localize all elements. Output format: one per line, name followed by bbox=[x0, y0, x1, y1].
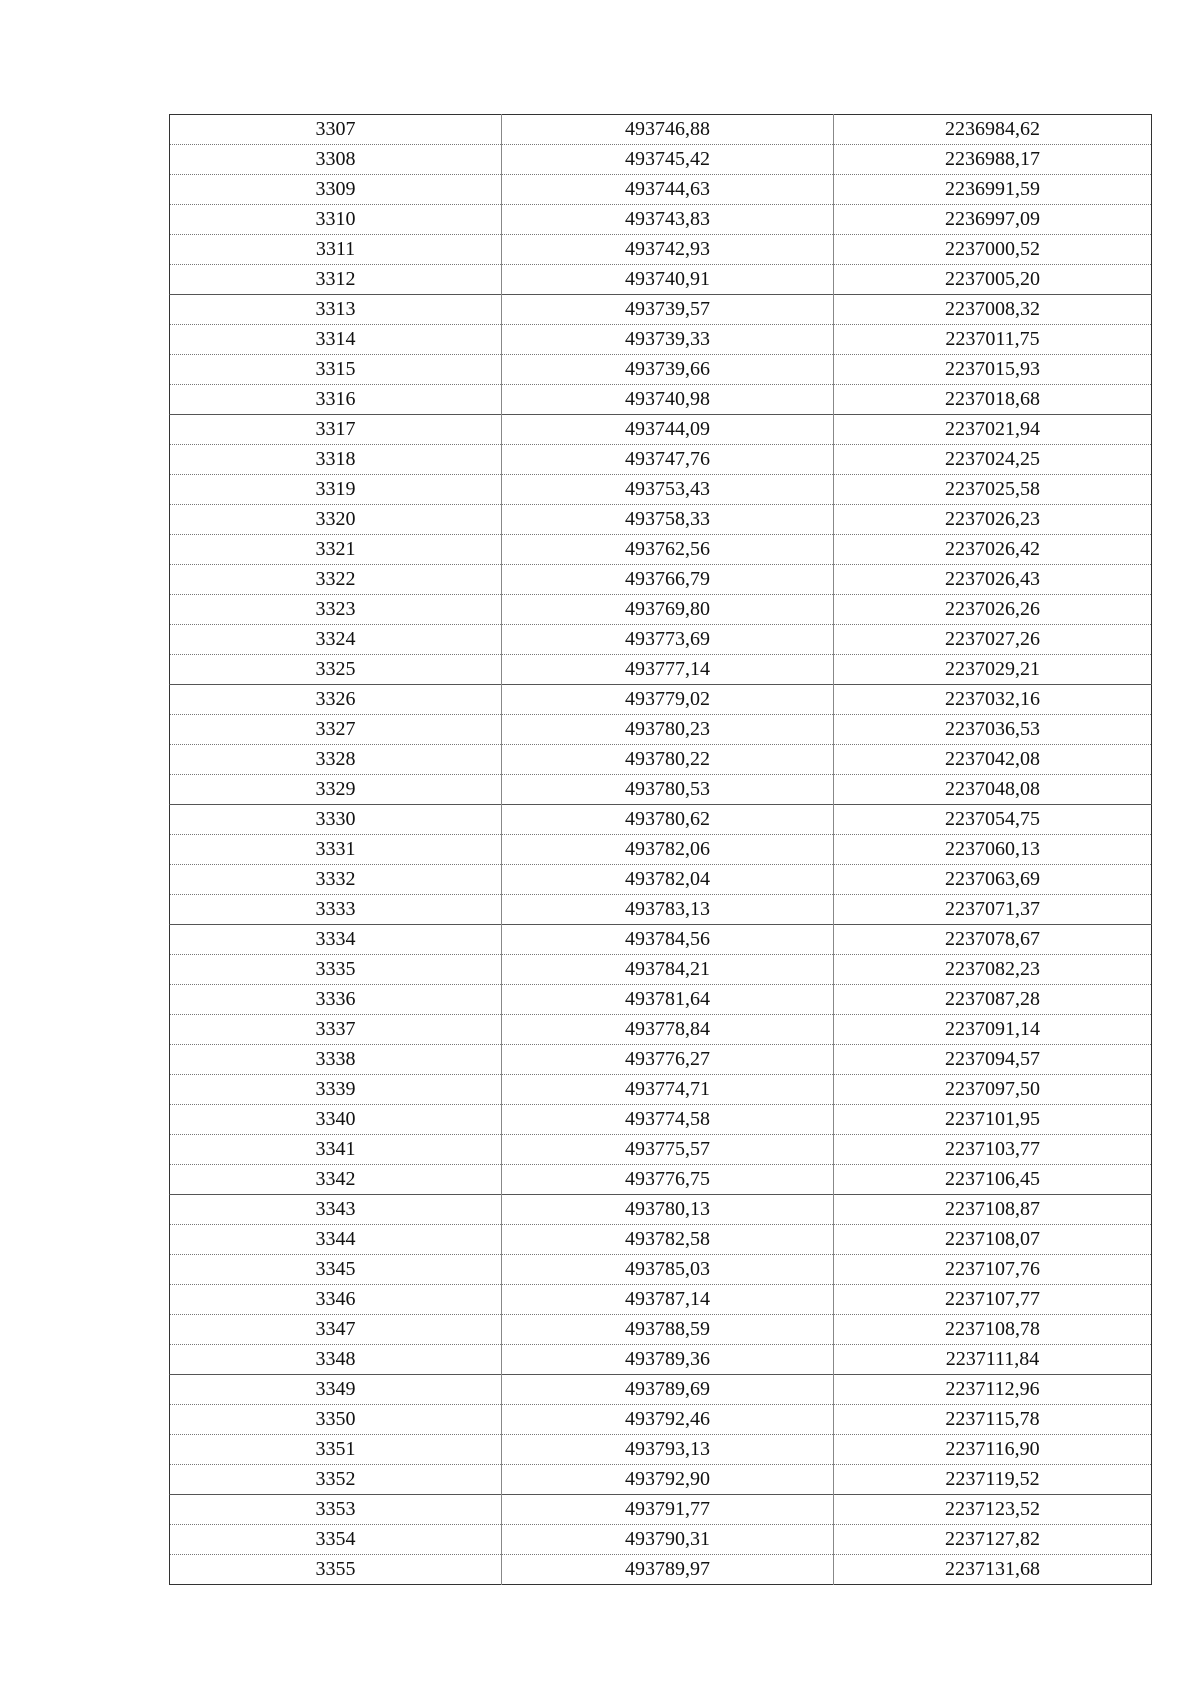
x-coordinate-cell: 493739,57 bbox=[502, 295, 834, 325]
table-row bbox=[170, 325, 1152, 355]
coordinates-table bbox=[169, 114, 1152, 1585]
point-number-cell: 3307 bbox=[315, 118, 356, 140]
table-row bbox=[170, 535, 1152, 565]
x-coordinate-cell: 493791,77 bbox=[502, 1495, 834, 1525]
point-number-cell: 3329 bbox=[170, 775, 502, 805]
y-coordinate-cell: 2237108,87 bbox=[834, 1195, 1152, 1225]
y-coordinate-cell: 2237101,95 bbox=[834, 1105, 1152, 1135]
point-number-cell: 3335 bbox=[170, 955, 502, 985]
table-row bbox=[170, 1075, 1152, 1105]
point-number-cell: 3309 bbox=[170, 175, 502, 205]
table-row bbox=[170, 805, 1152, 835]
x-coordinate-cell: 493739,33 bbox=[502, 325, 834, 355]
table-row bbox=[170, 415, 1152, 445]
y-coordinate-cell: 2237112,96 bbox=[834, 1375, 1152, 1405]
table-row bbox=[170, 445, 1152, 475]
x-coordinate-cell: 493740,91 bbox=[502, 265, 834, 295]
table-row bbox=[170, 685, 1152, 715]
point-number-cell: 3312 bbox=[170, 265, 502, 295]
table-row bbox=[170, 505, 1152, 535]
point-number-cell: 3341 bbox=[170, 1135, 502, 1165]
x-coordinate-cell: 493769,80 bbox=[502, 595, 834, 625]
table-row bbox=[170, 1285, 1152, 1315]
point-number-cell: 3318 bbox=[170, 445, 502, 475]
y-coordinate-cell: 2236997,09 bbox=[834, 205, 1152, 235]
x-coordinate-cell: 493784,56 bbox=[502, 925, 834, 955]
x-coordinate-cell: 493788,59 bbox=[502, 1315, 834, 1345]
table-row bbox=[170, 955, 1152, 985]
table-row bbox=[170, 115, 1152, 145]
table-row bbox=[170, 1495, 1152, 1525]
table-row bbox=[170, 565, 1152, 595]
y-coordinate-cell: 2237108,07 bbox=[834, 1225, 1152, 1255]
table-row bbox=[170, 1225, 1152, 1255]
point-number-cell: 3308 bbox=[170, 145, 502, 175]
y-coordinate-cell: 2236991,59 bbox=[834, 175, 1152, 205]
y-coordinate-cell: 2237091,14 bbox=[834, 1015, 1152, 1045]
point-number-cell: 3311 bbox=[170, 235, 502, 265]
point-number-cell: 3325 bbox=[170, 655, 502, 685]
y-coordinate-cell: 2237011,75 bbox=[834, 325, 1152, 355]
point-number-cell: 3353 bbox=[170, 1495, 502, 1525]
x-coordinate-cell: 493740,98 bbox=[502, 385, 834, 415]
point-number-cell: 3323 bbox=[170, 595, 502, 625]
x-coordinate-cell: 493782,58 bbox=[502, 1225, 834, 1255]
point-number-cell: 3355 bbox=[170, 1555, 502, 1585]
y-coordinate-cell: 2237036,53 bbox=[834, 715, 1152, 745]
y-coordinate-cell: 2237000,52 bbox=[834, 235, 1152, 265]
table-row bbox=[170, 1165, 1152, 1195]
y-coordinate-cell: 2236984,62 bbox=[834, 115, 1152, 145]
y-coordinate-cell: 2237025,58 bbox=[834, 475, 1152, 505]
y-coordinate-cell: 2237103,77 bbox=[834, 1135, 1152, 1165]
x-coordinate-cell: 493762,56 bbox=[502, 535, 834, 565]
table-row bbox=[170, 385, 1152, 415]
table-row bbox=[170, 1045, 1152, 1075]
table-row bbox=[170, 1555, 1152, 1585]
table-row bbox=[170, 1015, 1152, 1045]
x-coordinate-cell: 493789,36 bbox=[502, 1345, 834, 1375]
x-coordinate-cell: 493783,13 bbox=[502, 895, 834, 925]
y-coordinate-cell: 2237060,13 bbox=[834, 835, 1152, 865]
x-coordinate-cell: 493744,63 bbox=[502, 175, 834, 205]
y-coordinate-cell: 2237008,32 bbox=[834, 295, 1152, 325]
x-coordinate-cell: 493792,90 bbox=[502, 1465, 834, 1495]
table-row bbox=[170, 655, 1152, 685]
y-coordinate-cell: 2237024,25 bbox=[834, 445, 1152, 475]
point-number-cell: 3332 bbox=[170, 865, 502, 895]
x-coordinate-cell: 493774,58 bbox=[502, 1105, 834, 1135]
y-coordinate-cell: 2237123,52 bbox=[834, 1495, 1152, 1525]
point-number-cell: 3320 bbox=[170, 505, 502, 535]
table-row bbox=[170, 1135, 1152, 1165]
table-row bbox=[170, 1525, 1152, 1555]
x-coordinate-cell: 493778,84 bbox=[502, 1015, 834, 1045]
table-row bbox=[170, 895, 1152, 925]
table-row bbox=[170, 1315, 1152, 1345]
y-coordinate-cell: 2237026,23 bbox=[834, 505, 1152, 535]
point-number-cell: 3327 bbox=[170, 715, 502, 745]
point-number-cell: 3328 bbox=[170, 745, 502, 775]
point-number-cell: 3330 bbox=[170, 805, 502, 835]
y-coordinate-cell: 2237032,16 bbox=[834, 685, 1152, 715]
table-row bbox=[170, 1255, 1152, 1285]
x-coordinate-cell: 493780,13 bbox=[502, 1195, 834, 1225]
x-coordinate-cell: 493747,76 bbox=[502, 445, 834, 475]
point-number-cell: 3338 bbox=[170, 1045, 502, 1075]
table-row bbox=[170, 715, 1152, 745]
y-coordinate-cell: 2237042,08 bbox=[834, 745, 1152, 775]
table-row bbox=[170, 265, 1152, 295]
y-coordinate-cell: 2237097,50 bbox=[834, 1075, 1152, 1105]
y-coordinate-cell: 2237108,78 bbox=[834, 1315, 1152, 1345]
x-coordinate-cell: 493781,64 bbox=[502, 985, 834, 1015]
point-number-cell: 3316 bbox=[170, 385, 502, 415]
x-coordinate-cell: 493782,06 bbox=[502, 835, 834, 865]
x-coordinate-cell: 493742,93 bbox=[502, 235, 834, 265]
x-coordinate-cell: 493743,83 bbox=[502, 205, 834, 235]
y-coordinate-cell: 2237048,08 bbox=[834, 775, 1152, 805]
y-coordinate-cell: 2237005,20 bbox=[834, 265, 1152, 295]
x-coordinate-cell: 493758,33 bbox=[502, 505, 834, 535]
point-number-cell: 3345 bbox=[170, 1255, 502, 1285]
point-number-cell: 3331 bbox=[170, 835, 502, 865]
point-number-cell: 3322 bbox=[170, 565, 502, 595]
x-coordinate-cell: 493793,13 bbox=[502, 1435, 834, 1465]
y-coordinate-cell: 2237054,75 bbox=[834, 805, 1152, 835]
point-number-cell: 3344 bbox=[170, 1225, 502, 1255]
table-row bbox=[170, 1195, 1152, 1225]
x-coordinate-cell: 493773,69 bbox=[502, 625, 834, 655]
y-coordinate-cell: 2237027,26 bbox=[834, 625, 1152, 655]
x-coordinate-cell: 493776,75 bbox=[502, 1165, 834, 1195]
x-coordinate-cell: 493780,22 bbox=[502, 745, 834, 775]
table-row bbox=[170, 175, 1152, 205]
y-coordinate-cell: 2237026,42 bbox=[834, 535, 1152, 565]
point-number-cell: 3350 bbox=[170, 1405, 502, 1435]
x-coordinate-cell: 493784,21 bbox=[502, 955, 834, 985]
point-number-cell: 3334 bbox=[170, 925, 502, 955]
y-coordinate-cell: 2237115,78 bbox=[834, 1405, 1152, 1435]
table-row bbox=[170, 595, 1152, 625]
point-number-cell: 3347 bbox=[170, 1315, 502, 1345]
point-number-cell: 3317 bbox=[170, 415, 502, 445]
point-number-cell: 3336 bbox=[170, 985, 502, 1015]
y-coordinate-cell: 2236988,17 bbox=[834, 145, 1152, 175]
point-number-cell: 3354 bbox=[170, 1525, 502, 1555]
y-coordinate-cell: 2237026,26 bbox=[834, 595, 1152, 625]
y-coordinate-cell: 2237111,84 bbox=[834, 1345, 1152, 1375]
y-coordinate-cell: 2237107,76 bbox=[834, 1255, 1152, 1285]
x-coordinate-cell: 493787,14 bbox=[502, 1285, 834, 1315]
point-number-cell: 3346 bbox=[170, 1285, 502, 1315]
point-number-cell: 3321 bbox=[170, 535, 502, 565]
coordinates-table-body bbox=[170, 115, 1152, 1585]
y-coordinate-cell: 2237026,43 bbox=[834, 565, 1152, 595]
y-coordinate-cell: 2237018,68 bbox=[834, 385, 1152, 415]
y-coordinate-cell: 2237087,28 bbox=[834, 985, 1152, 1015]
x-coordinate-cell: 493780,23 bbox=[502, 715, 834, 745]
point-number-cell: 3333 bbox=[170, 895, 502, 925]
table-row bbox=[170, 145, 1152, 175]
x-coordinate-cell: 493746,88 bbox=[502, 115, 834, 145]
point-number-cell: 3342 bbox=[170, 1165, 502, 1195]
y-coordinate-cell: 2237119,52 bbox=[834, 1465, 1152, 1495]
y-coordinate-cell: 2237063,69 bbox=[834, 865, 1152, 895]
point-number-cell: 3337 bbox=[170, 1015, 502, 1045]
table-row bbox=[170, 625, 1152, 655]
point-number-cell: 3313 bbox=[170, 295, 502, 325]
point-number-cell: 3339 bbox=[170, 1075, 502, 1105]
y-coordinate-cell: 2237082,23 bbox=[834, 955, 1152, 985]
x-coordinate-cell: 493775,57 bbox=[502, 1135, 834, 1165]
table-row bbox=[170, 295, 1152, 325]
point-number-cell: 3348 bbox=[170, 1345, 502, 1375]
y-coordinate-cell: 2237127,82 bbox=[834, 1525, 1152, 1555]
x-coordinate-cell: 493776,27 bbox=[502, 1045, 834, 1075]
table-row bbox=[170, 775, 1152, 805]
y-coordinate-cell: 2237094,57 bbox=[834, 1045, 1152, 1075]
table-row bbox=[170, 745, 1152, 775]
y-coordinate-cell: 2237116,90 bbox=[834, 1435, 1152, 1465]
x-coordinate-cell: 493782,04 bbox=[502, 865, 834, 895]
point-number-cell: 3319 bbox=[170, 475, 502, 505]
table-row bbox=[170, 1105, 1152, 1135]
table-row bbox=[170, 475, 1152, 505]
x-coordinate-cell: 493780,62 bbox=[502, 805, 834, 835]
point-number-cell: 3326 bbox=[170, 685, 502, 715]
x-coordinate-cell: 493777,14 bbox=[502, 655, 834, 685]
y-coordinate-cell: 2237106,45 bbox=[834, 1165, 1152, 1195]
x-coordinate-cell: 493766,79 bbox=[502, 565, 834, 595]
x-coordinate-cell: 493790,31 bbox=[502, 1525, 834, 1555]
point-number-cell: 3351 bbox=[170, 1435, 502, 1465]
x-coordinate-cell: 493739,66 bbox=[502, 355, 834, 385]
y-coordinate-cell: 2237071,37 bbox=[834, 895, 1152, 925]
point-number-cell: 3349 bbox=[170, 1375, 502, 1405]
x-coordinate-cell: 493792,46 bbox=[502, 1405, 834, 1435]
point-number-cell: 3343 bbox=[170, 1195, 502, 1225]
y-coordinate-cell: 2237021,94 bbox=[834, 415, 1152, 445]
point-number-cell: 3310 bbox=[170, 205, 502, 235]
y-coordinate-cell: 2237015,93 bbox=[834, 355, 1152, 385]
y-coordinate-cell: 2237131,68 bbox=[834, 1555, 1152, 1585]
table-row bbox=[170, 865, 1152, 895]
table-row bbox=[170, 985, 1152, 1015]
table-row bbox=[170, 355, 1152, 385]
x-coordinate-cell: 493780,53 bbox=[502, 775, 834, 805]
x-coordinate-cell: 493789,69 bbox=[502, 1375, 834, 1405]
x-coordinate-cell: 493753,43 bbox=[502, 475, 834, 505]
point-number-cell: 3314 bbox=[170, 325, 502, 355]
x-coordinate-cell: 493744,09 bbox=[502, 415, 834, 445]
x-coordinate-cell: 493785,03 bbox=[502, 1255, 834, 1285]
point-number-cell: 3352 bbox=[170, 1465, 502, 1495]
table-row bbox=[170, 1345, 1152, 1375]
x-coordinate-cell: 493774,71 bbox=[502, 1075, 834, 1105]
table-row bbox=[170, 1435, 1152, 1465]
point-number-cell: 3315 bbox=[170, 355, 502, 385]
y-coordinate-cell: 2237107,77 bbox=[834, 1285, 1152, 1315]
x-coordinate-cell: 493789,97 bbox=[502, 1555, 834, 1585]
table-row bbox=[170, 1405, 1152, 1435]
table-row bbox=[170, 925, 1152, 955]
x-coordinate-cell: 493779,02 bbox=[502, 685, 834, 715]
y-coordinate-cell: 2237029,21 bbox=[834, 655, 1152, 685]
table-row bbox=[170, 205, 1152, 235]
table-row bbox=[170, 1465, 1152, 1495]
point-number-cell: 3324 bbox=[170, 625, 502, 655]
table-row bbox=[170, 835, 1152, 865]
point-number-cell: 3340 bbox=[170, 1105, 502, 1135]
y-coordinate-cell: 2237078,67 bbox=[834, 925, 1152, 955]
table-row bbox=[170, 1375, 1152, 1405]
x-coordinate-cell: 493745,42 bbox=[502, 145, 834, 175]
table-row bbox=[170, 235, 1152, 265]
